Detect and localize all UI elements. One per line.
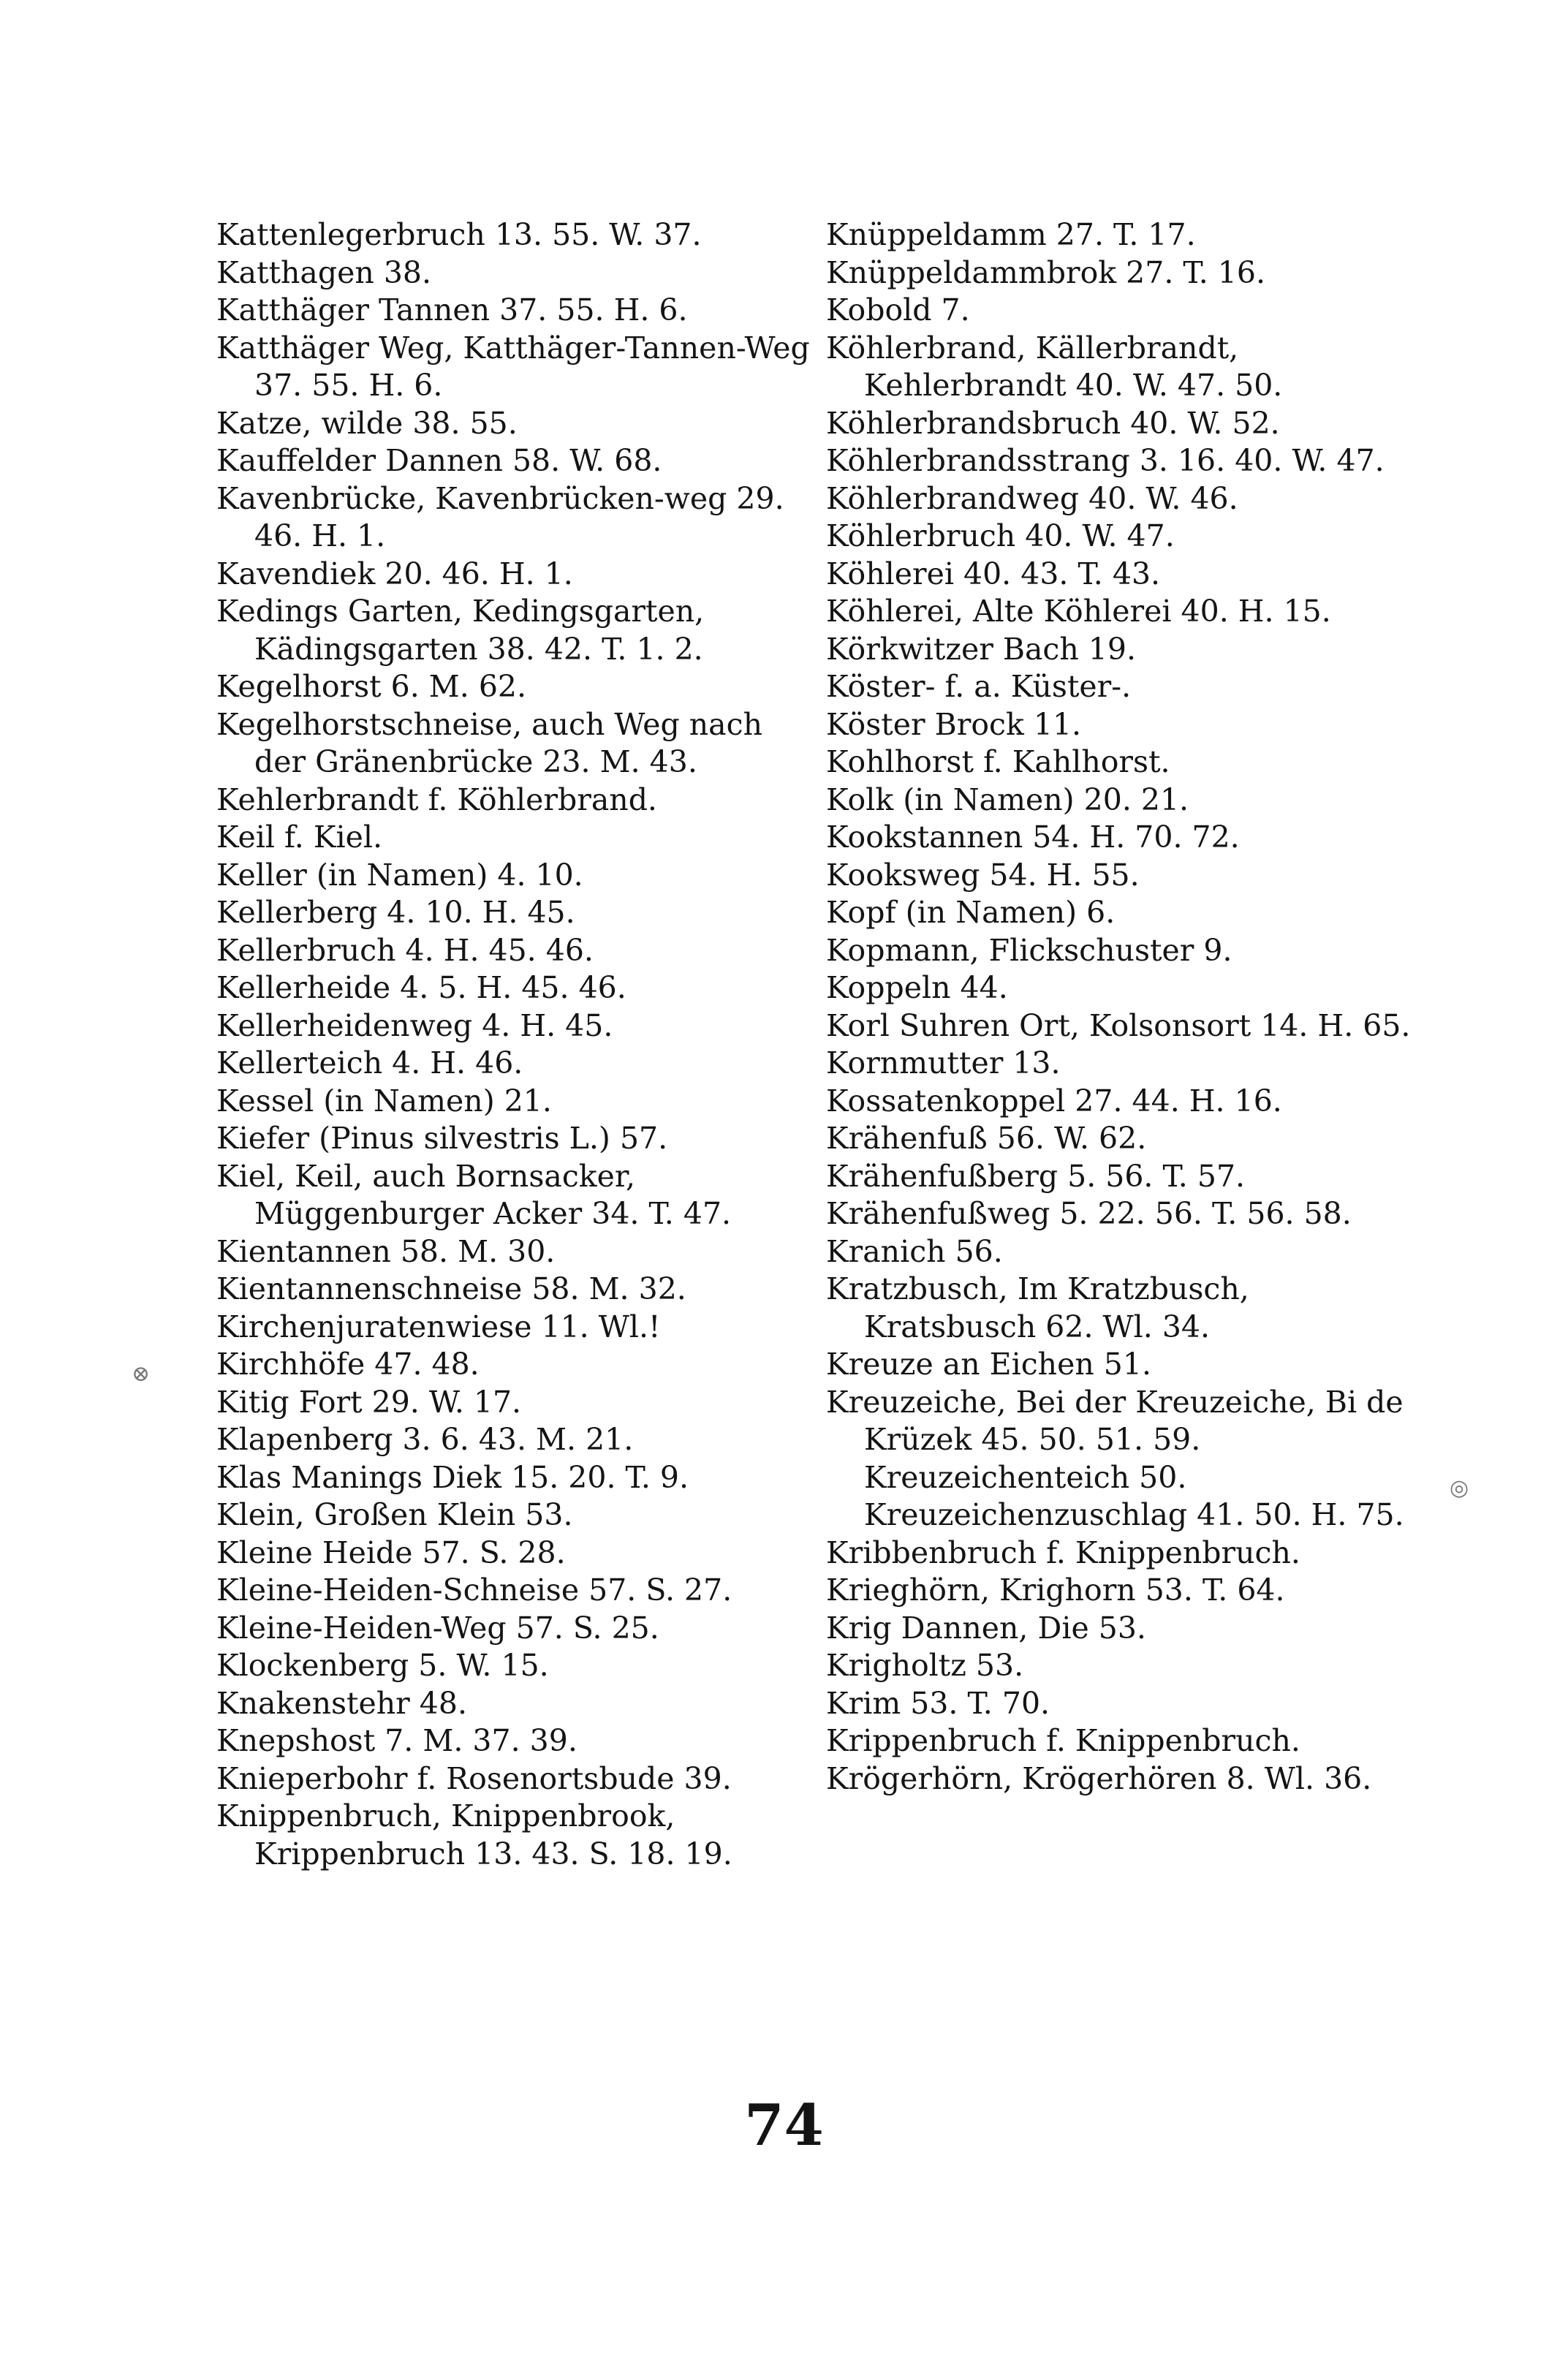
index-entry: Krippenbruch f. Knippenbruch. bbox=[826, 1723, 1300, 1758]
margin-mark: ◎ bbox=[1450, 1475, 1469, 1501]
index-entry: Krim 53. T. 70. bbox=[826, 1685, 1050, 1721]
index-entry: Knepshost 7. M. 37. 39. bbox=[216, 1723, 577, 1758]
index-entry: Kavendiek 20. 46. H. 1. bbox=[216, 556, 573, 591]
margin-mark: ⊗ bbox=[132, 1361, 151, 1387]
index-entry: Kavenbrücke, Kavenbrücken-weg 29. 46. H. 1. bbox=[216, 480, 784, 553]
index-entry: Kopmann, Flickschuster 9. bbox=[826, 932, 1232, 968]
index-entry: Kookstannen 54. H. 70. 72. bbox=[826, 820, 1240, 855]
index-entry: Kegelhorst 6. M. 62. bbox=[216, 669, 527, 704]
index-entry: Klapenberg 3. 6. 43. M. 21. bbox=[216, 1422, 634, 1457]
index-entry: Kleine-Heiden-Weg 57. S. 25. bbox=[216, 1610, 659, 1646]
index-entry: Kellerberg 4. 10. H. 45. bbox=[216, 895, 575, 930]
index-entry: Klas Manings Diek 15. 20. T. 9. bbox=[216, 1459, 689, 1495]
index-entry: Kiefer (Pinus silvestris L.) 57. bbox=[216, 1121, 668, 1156]
index-column-left bbox=[216, 216, 816, 1873]
index-entry: Knieperbohr f. Rosenortsbude 39. bbox=[216, 1760, 732, 1796]
index-entry: Köster Brock 11. bbox=[826, 706, 1082, 742]
index-entry: Krähenfuß 56. W. 62. bbox=[826, 1121, 1147, 1156]
index-entry: Kegelhorstschneise, auch Weg nach der Gränenbrücke 23. M. 43. bbox=[216, 706, 762, 779]
index-entry: Kellerbruch 4. H. 45. 46. bbox=[216, 932, 594, 968]
index-entry: Keil f. Kiel. bbox=[216, 820, 382, 855]
index-entry: Kedings Garten, Kedingsgarten, Kädingsgarten 38. 42. T. 1. 2. bbox=[216, 594, 705, 667]
index-column-right bbox=[826, 216, 1425, 1798]
index-entry: Kleine Heide 57. S. 28. bbox=[216, 1534, 566, 1570]
index-entry: Kohlhorst f. Kahlhorst. bbox=[826, 744, 1170, 779]
index-entry: Kooksweg 54. H. 55. bbox=[826, 857, 1140, 893]
index-entry: Köhlerbruch 40. W. 47. bbox=[826, 518, 1175, 553]
index-entry: Koppeln 44. bbox=[826, 970, 1008, 1005]
index-entry: Kientannen 58. M. 30. bbox=[216, 1233, 556, 1269]
index-entry: Kolk (in Namen) 20. 21. bbox=[826, 781, 1189, 817]
index-entry: Kreuze an Eichen 51. bbox=[826, 1347, 1151, 1382]
index-entry: Krigholtz 53. bbox=[826, 1648, 1024, 1683]
index-entry: Kornmutter 13. bbox=[826, 1045, 1061, 1080]
index-entry: Kellerteich 4. H. 46. bbox=[216, 1045, 523, 1080]
index-entry: Keller (in Namen) 4. 10. bbox=[216, 857, 583, 893]
index-entry: Kirchhöfe 47. 48. bbox=[216, 1347, 480, 1382]
index-entry: Korl Suhren Ort, Kolsonsort 14. H. 65. bbox=[826, 1007, 1411, 1043]
index-entry: Katthäger Tannen 37. 55. H. 6. bbox=[216, 292, 688, 328]
index-entry: Kranich 56. bbox=[826, 1233, 1003, 1269]
index-entry: Krieghörn, Krighorn 53. T. 64. bbox=[826, 1572, 1285, 1608]
index-entry: Köhlerbrandsstrang 3. 16. 40. W. 47. bbox=[826, 443, 1385, 478]
index-entry: Krähenfußweg 5. 22. 56. T. 56. 58. bbox=[826, 1196, 1352, 1231]
index-entry: Katze, wilde 38. 55. bbox=[216, 405, 518, 441]
index-entry: Klein, Großen Klein 53. bbox=[216, 1497, 573, 1532]
index-entry: Kreuzeiche, Bei der Kreuzeiche, Bi de Krüzek 45. 50. 51. 59. Kreuzeichenteich 50. Kreuzeichenzuschlag 41. 50. H. 75. bbox=[826, 1384, 1404, 1532]
index-entry: Kossatenkoppel 27. 44. H. 16. bbox=[826, 1083, 1282, 1119]
index-entry: Krähenfußberg 5. 56. T. 57. bbox=[826, 1158, 1246, 1194]
index-entry: Knüppeldamm 27. T. 17. bbox=[826, 217, 1196, 252]
index-entry: Kellerheide 4. 5. H. 45. 46. bbox=[216, 970, 626, 1005]
index-entry: Klockenberg 5. W. 15. bbox=[216, 1648, 549, 1683]
index-entry: Köhlerei, Alte Köhlerei 40. H. 15. bbox=[826, 594, 1331, 629]
index-entry: Kehlerbrandt f. Köhlerbrand. bbox=[216, 781, 657, 817]
index-entry: Krig Dannen, Die 53. bbox=[826, 1610, 1146, 1646]
index-entry: Köhlerbrandweg 40. W. 46. bbox=[826, 480, 1238, 516]
index-entry: Kiel, Keil, auch Bornsacker, Müggenburger Acker 34. T. 47. bbox=[216, 1158, 732, 1231]
index-entry: Köhlerbrand, Källerbrandt, Kehlerbrandt 40. W. 47. 50. bbox=[826, 330, 1283, 403]
index-entry: Kopf (in Namen) 6. bbox=[826, 895, 1116, 930]
index-entry: Kauffelder Dannen 58. W. 68. bbox=[216, 443, 662, 478]
index-entry: Kleine-Heiden-Schneise 57. S. 27. bbox=[216, 1572, 732, 1608]
index-entry: Köster- f. a. Küster-. bbox=[826, 669, 1132, 704]
index-entry: Kellerheidenweg 4. H. 45. bbox=[216, 1007, 613, 1043]
index-entry: Knüppeldammbrok 27. T. 16. bbox=[826, 254, 1265, 290]
index-entry: Köhlerei 40. 43. T. 43. bbox=[826, 556, 1161, 591]
index-entry: Kirchenjuratenwiese 11. Wl.! bbox=[216, 1309, 661, 1344]
index-entry: Katthagen 38. bbox=[216, 254, 432, 290]
index-entry: Krögerhörn, Krögerhören 8. Wl. 36. bbox=[826, 1760, 1372, 1796]
index-entry: Kribbenbruch f. Knippenbruch. bbox=[826, 1534, 1300, 1570]
index-entry: Katthäger Weg, Katthäger-Tannen-Weg 37. 55. H. 6. bbox=[216, 330, 810, 403]
index-entry: Kientannenschneise 58. M. 32. bbox=[216, 1271, 686, 1306]
index-entry: Köhlerbrandsbruch 40. W. 52. bbox=[826, 405, 1280, 441]
index-entry: Knakenstehr 48. bbox=[216, 1685, 468, 1721]
index-entry: Kratzbusch, Im Kratzbusch, Kratsbusch 62. Wl. 34. bbox=[826, 1271, 1249, 1344]
index-entry: Körkwitzer Bach 19. bbox=[826, 631, 1137, 667]
index-entry: Kobold 7. bbox=[826, 292, 970, 328]
index-entry: Kitig Fort 29. W. 17. bbox=[216, 1384, 522, 1420]
page-number: 74 bbox=[744, 2092, 824, 2159]
index-entry: Kessel (in Namen) 21. bbox=[216, 1083, 552, 1119]
index-entry: Knippenbruch, Knippenbrook, Krippenbruch 13. 43. S. 18. 19. bbox=[216, 1798, 732, 1871]
index-entry: Kattenlegerbruch 13. 55. W. 37. bbox=[216, 217, 702, 252]
